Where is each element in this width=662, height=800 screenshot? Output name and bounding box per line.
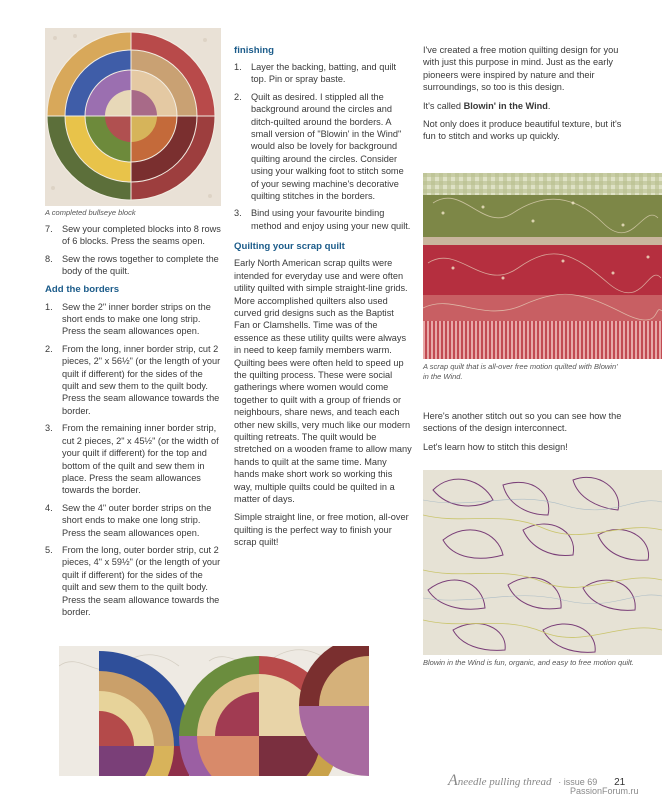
column-3-text-top: [423, 44, 623, 149]
column-3-text-middle: [423, 410, 623, 459]
caption-scrap-quilt: A scrap quilt that is all-over free motion quilted with Blowin' in the Wind.: [423, 362, 618, 381]
caption-blowin: Blowin in the Wind is fun, organic, and easy to free motion quilt.: [423, 658, 634, 667]
bottom-quilt-photo: [59, 646, 369, 776]
caption-bullseye: A completed bullseye block: [45, 208, 136, 217]
finishing-step-3: 3. Bind using your favourite binding method and enjoy using your new quilt.: [234, 208, 411, 231]
bottom-quilt-illustration: [59, 646, 369, 776]
scrap-quilt-photo: [423, 173, 662, 359]
scrap-quilt-paragraph-1: Early North American scrap quilts were intended for everyday use and were often utility quilted with simple straight-line grids. More accomplished quilters also used curved grid designs such as the Baptist Fan or Clamshells. Time was of the essence as these utility quilts were always in need to keep family members warm. Quilting bees were often held to speed up the quilting process. These were social gatherings where women would come together to quilt with a group of friends or neighbours, share news, and teach each other new skills, very much like our modern quilting retreats. The quilt would be stretched on a wooden frame to allow many hands to quilt at the same time. Many hands make short work so working this way, multiple quilts could be quilted in a matter of days.: [234, 258, 412, 504]
border-step-5: 5. From the long, outer border strip, cut 2 pieces, 4" x 59½" (or the length of your quilt if different) for the sides of the quilt and sew them to the quilt body. Press the seam allowance towards the border.: [45, 544, 221, 617]
scrap-quilt-illustration: [423, 173, 662, 359]
finishing-step-1: 1. Layer the backing, batting, and quilt top. Pin or spray baste.: [234, 62, 397, 85]
column-1-text: [45, 223, 221, 623]
design-intro-paragraph: I've created a free motion quilting design for you with just this purpose in mind. Just as the early pioneers were inspired by nature and their surroundings, so too is this design.: [423, 45, 619, 93]
watermark: PassionForum.ru: [570, 786, 639, 796]
column-2-text: [234, 44, 412, 555]
steps-finishing: [234, 61, 412, 232]
heading-add-borders: Add the borders: [45, 283, 120, 295]
learn-paragraph: Let's learn how to stitch this design!: [423, 441, 568, 452]
design-name-paragraph: It's called Blowin' in the Wind.: [423, 100, 551, 111]
magazine-name: needle pulling thread: [457, 776, 552, 788]
step-8: 8. Sew the rows together to complete the body of the quilt.: [45, 253, 219, 277]
steps-quilt-body: [45, 223, 221, 278]
scrap-quilt-paragraph-2: Simple straight line, or free motion, all-over quilting is the perfect way to finish your scrap quilt!: [234, 512, 409, 548]
blowin-in-the-wind-illustration: [423, 470, 662, 655]
border-step-4: 4. Sew the 4" outer border strips on the short ends to make one long strip. Press the seam allowances open.: [45, 502, 212, 538]
steps-borders: [45, 301, 221, 619]
design-benefit-paragraph: Not only does it produce beautiful texture, but it's fun to stitch and works up quickly.: [423, 119, 622, 142]
step-7: 7. Sew your completed blocks into 8 rows of 6 blocks. Press the seams open.: [45, 224, 221, 247]
issue-number: · issue 69: [558, 777, 598, 787]
design-name: Blowin' in the Wind: [463, 100, 548, 111]
page-number: 21: [614, 777, 626, 788]
bullseye-block-illustration: [45, 28, 221, 206]
bullseye-block-photo: [45, 28, 221, 206]
heading-quilting-scrap-quilt: Quilting your scrap quilt: [234, 241, 345, 253]
magazine-initial: A: [448, 772, 458, 789]
border-step-1: 1. Sew the 2" inner border strips on the short ends to make one long strip. Press the seam allowances open.: [45, 301, 211, 337]
blowin-in-the-wind-photo: [423, 470, 662, 655]
stitch-out-paragraph: Here's another stitch out so you can see how the sections of the design interconnect.: [423, 411, 622, 434]
border-step-2: 2. From the long, inner border strip, cut 2 pieces, 2" x 56½" (or the length of your quilt if different) for the sides of the quilt and sew them to the quilt body. Press the seam allowance towards the border.: [45, 343, 221, 416]
border-step-3: 3. From the remaining inner border strip, cut 2 pieces, 2" x 45½" (or the width of your quilt if different) for the top and bottom of the quilt and sew them in place. Press the seam allowances towards the border.: [45, 423, 219, 496]
heading-finishing: finishing: [234, 45, 274, 56]
finishing-step-2: 2. Quilt as desired. I stippled all the background around the circles and ditch-quilted around the borders. A small version of "Blowin' in the Wind" would also be lovely for background quilting around the circles. Consider using your walking foot to stitch some of your sewing machine's decorative quilting stitches in the borders.: [234, 91, 404, 202]
